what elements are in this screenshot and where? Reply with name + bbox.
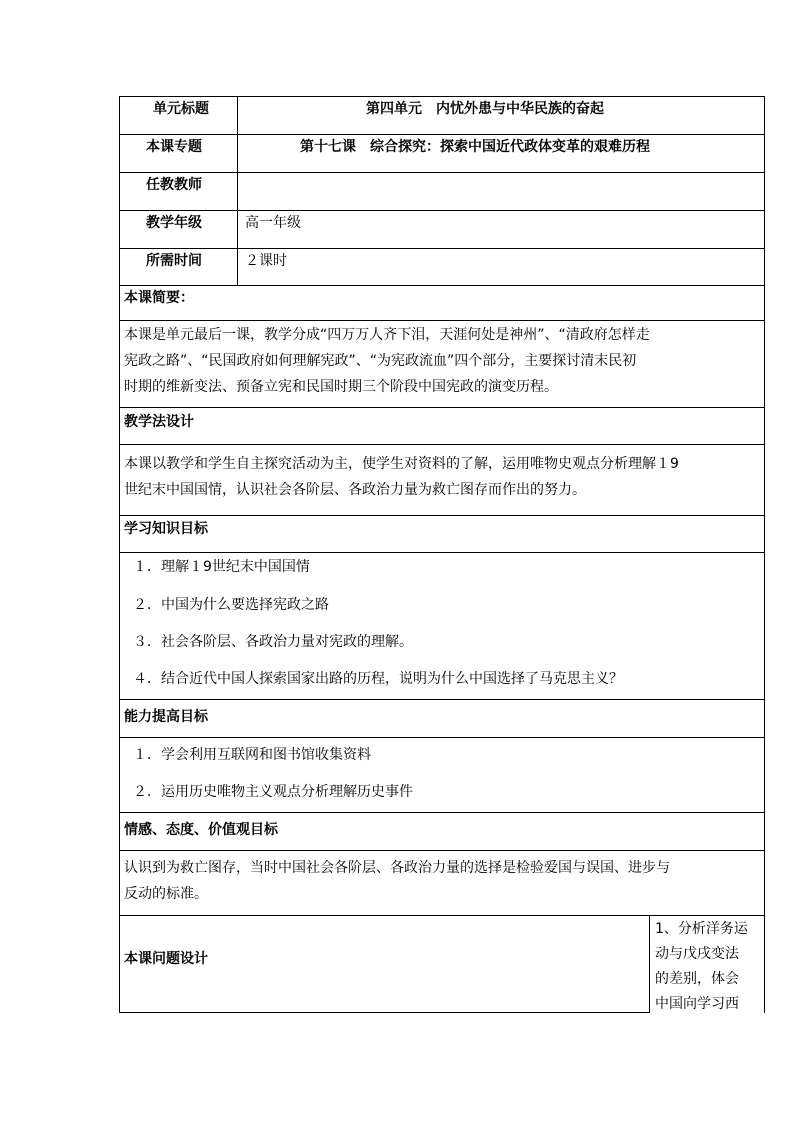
method-line: 世纪末中国国情，认识社会各阶层、各政治力量为救亡图存而作出的努力。 [124,482,586,498]
emotion-line: 反动的标准。 [124,886,208,902]
emotion-line: 认识到为救亡图存，当时中国社会各阶层、各政治力量的选择是检验爱国与误国、进步与 [124,860,670,876]
row-value-lesson-topic: 第十七课 综合探究：探索中国近代政体变革的艰难历程 [300,139,650,155]
question-side-line: 的差别，体会 [655,971,739,987]
table-rule [119,134,765,135]
table-rule [119,737,765,738]
section-title-knowledge: 学习知识目标 [124,521,208,537]
table-rule [119,552,765,553]
section-title-method: 教学法设计 [124,414,194,430]
row-label-teacher: 任教教师 [146,177,202,193]
section-title-ability: 能力提高目标 [124,709,208,725]
summary-line: 宪政之路”、“民国政府如何理解宪政”、“为宪政流血”四个部分，主要探讨清末民初 [124,353,637,369]
table-column-divider [237,96,238,285]
row-label-time: 所需时间 [146,253,202,269]
question-side-line: 动与戊戌变法 [655,946,739,962]
table-rule [119,172,765,173]
table-rule [119,320,765,321]
table-rule [119,248,765,249]
row-label-lesson-topic: 本课专题 [146,139,202,155]
row-label-unit-title: 单元标题 [153,101,209,117]
method-line: 本课以教学和学生自主探究活动为主，使学生对资料的了解，运用唯物史观点分析理解１9 [124,456,679,472]
table-rule [119,812,765,813]
summary-line: 本课是单元最后一课，教学分成“四万万人齐下泪，天涯何处是神州”、“清政府怎样走 [124,327,650,343]
table-column-divider [649,915,650,1013]
ability-item: １．学会利用互联网和图书馆收集资料 [133,747,371,763]
table-rule [119,915,765,916]
table-border-right [764,96,765,1013]
question-side-line: 中国向学习西 [655,996,739,1012]
table-rule [119,1012,649,1013]
row-value-unit-title: 第四单元 内忧外患与中华民族的奋起 [366,101,604,117]
table-rule [119,285,765,286]
question-side-line: 1、分析洋务运 [655,921,748,937]
row-value-time: ２课时 [245,253,287,269]
summary-line: 时期的维新变法、预备立宪和民国时期三个阶段中国宪政的演变历程。 [124,379,558,395]
ability-item: ２．运用历史唯物主义观点分析理解历史事件 [133,784,413,800]
table-border-left [119,96,120,1013]
table-rule [119,210,765,211]
section-title-summary: 本课简要： [124,290,194,306]
knowledge-item: ２．中国为什么要选择宪政之路 [133,597,329,613]
knowledge-item: ４．结合近代中国人探索国家出路的历程，说明为什么中国选择了马克思主义？ [133,671,623,687]
table-rule [119,699,765,700]
knowledge-item: １．理解１9世纪末中国国情 [133,559,310,575]
section-title-question: 本课问题设计 [124,951,208,967]
row-value-grade: 高一年级 [245,215,301,231]
section-title-emotion: 情感、态度、价值观目标 [124,822,278,838]
knowledge-item: ３．社会各阶层、各政治力量对宪政的理解。 [133,634,413,650]
table-rule [119,407,765,408]
table-rule [119,850,765,851]
table-rule [119,515,765,516]
table-rule [119,96,765,97]
row-label-grade: 教学年级 [146,215,202,231]
table-rule [119,444,765,445]
